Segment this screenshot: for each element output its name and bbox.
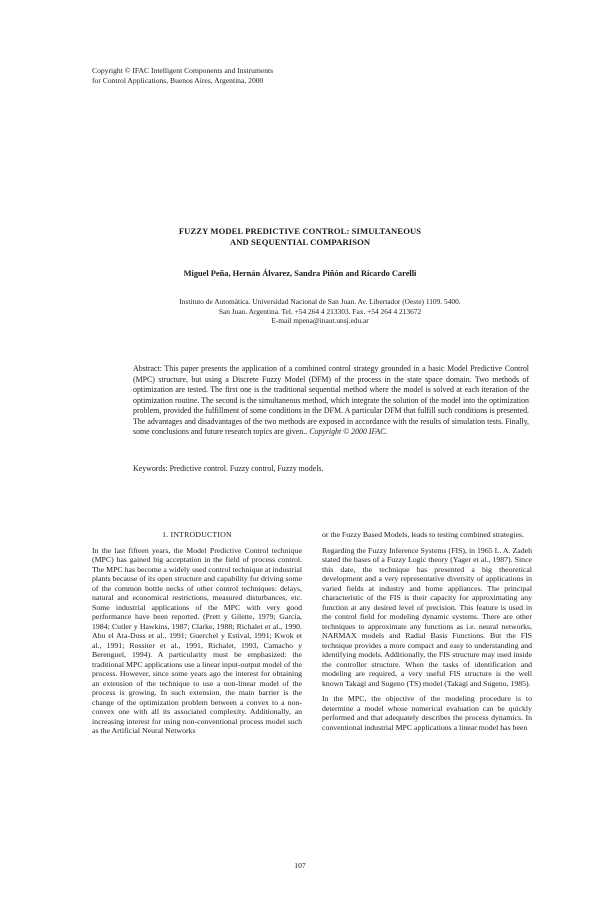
intro-paragraph-1-continued: or the Fuzzy Based Models, leads to testing combined strategies. — [322, 530, 525, 539]
keywords: Keywords: Predictive control. Fuzzy control, Fuzzy models. — [133, 464, 324, 473]
affiliation-line-1: Instituto de Automática. Universidad Nacional de San Juan. Av. Libertador (Oeste) 1109. 5400. — [179, 297, 461, 306]
affiliation-line-2: San Juan. Argentina. Tel. +54 264 4 213303. Fax. +54 264 4 213672 — [218, 306, 422, 316]
right-column — [322, 530, 532, 738]
affiliation-email: E-mail mpena@inaut.unsj.edu.ar — [271, 316, 369, 326]
abstract-copyright: Copyright © 2000 IFAC. — [309, 427, 388, 436]
left-column — [92, 530, 302, 742]
paper-authors: Miguel Peña, Hernán Álvarez, Sandra Piñón and Ricardo Carelli — [183, 269, 417, 278]
copyright-line-2: for Control Applications, Buenos Aires, Argentina, 2000 — [92, 76, 264, 85]
copyright-notice — [92, 66, 412, 86]
intro-paragraph-3: In the MPC, the objective of the modeling procedure is to determine a model whose numerical evaluation can be quickly performed and that adequately describes the process dynamics. In conventional industrial MPC applications a linear model has been — [322, 694, 532, 732]
title-line-1: FUZZY MODEL PREDICTIVE CONTROL: SIMULTANEOUS — [178, 226, 422, 236]
intro-paragraph-2: Regarding the Fuzzy Inference Systems (FIS), in 1965 L. A. Zadeh stated the bases of a Fuzzy Logic theory (Yager et al., 1987). Since this date, the technique has presented a big theoretical development and a very representative diversity of applications in varied fields at industry and home appliances. The principal characteristic of the FIS is their capacity for approximating any function at any desired level of precision. This feature is used in the control field for modeling dynamic systems. There are other techniques to approximate any functions as i.e. neural networks, NARMAX models and Radial Basis Functions. But the FIS technique provides a more compact and easy to understanding and identifying models. Additionally, the FIS structure may used inside the controller structure. When the tasks of identification and modeling are required, a very useful FIS structure is the well known Takagi and Sugeno (TS) model (Takagi and Sugeno, 1985). — [322, 545, 532, 688]
section-heading-introduction: 1. INTRODUCTION — [162, 530, 232, 539]
author-affiliation — [120, 297, 520, 326]
copyright-line-1: Copyright © IFAC Intelligent Components and Instruments — [92, 66, 274, 75]
intro-paragraph-1: In the last fifteen years, the Model Predictive Control technique (MPC) has gained big acceptation in the field of process control. The MPC has become a widely used control technique at industrial plants because of its open structure and capability for driving some of the common bottle necks of other control techniques: delays, natural and economical restrictions, measured disturbances, etc. Some industrial applications of the MPC with very good performance have been reported. (Prett y Gilette, 1979; García, 1984; Cutler y Hawkins, 1987; Clarke, 1988; Richalet et al., 1990. Abu el Ata-Doss et al., 1991; Guerchel y Estival, 1991; Kwok et al., 1991; Rossiter et al., 1991, Richalet, 1993, Camacho y Berenguel, 1994). A particularity must be emphasized: the traditional MPC applications use a linear input-output model of the process. However, since some years ago the interest for obtaining an extension of the technique to use a non-linear model of the process is growing. In such extension, the main barrier is the change of the optimization problem between a convex to a non-convex one with all its associated complexity. Additionally, an increasing interest for using non-conventional process model such as the Artificial Neural Networks — [92, 545, 302, 735]
paper-title — [100, 226, 500, 248]
title-line-2: AND SEQUENTIAL COMPARISON — [229, 237, 371, 247]
abstract — [133, 364, 529, 438]
abstract-text: Abstract: This paper presents the application of a combined control strategy grounded in a basic Model Predictive Control (MPC) structure, but using a Discrete Fuzzy Model (DFM) of the process in the state space domain. Two methods of optimization are tested. The first one is the traditional sequential method where the model is solved at each iteration of the optimization routine. The second is the simultaneous method, which integrate the solution of the model into the optimization problem, provided the fulfillment of some conditions in the DFM. A particular DFM that fulfill such conditions is presented. The advantages and disadvantages of the two methods are exposed in accordance with the results of simulation tests. Finally, some conclusions and future research topics are given.. — [133, 364, 529, 436]
page-number: 107 — [294, 861, 306, 870]
